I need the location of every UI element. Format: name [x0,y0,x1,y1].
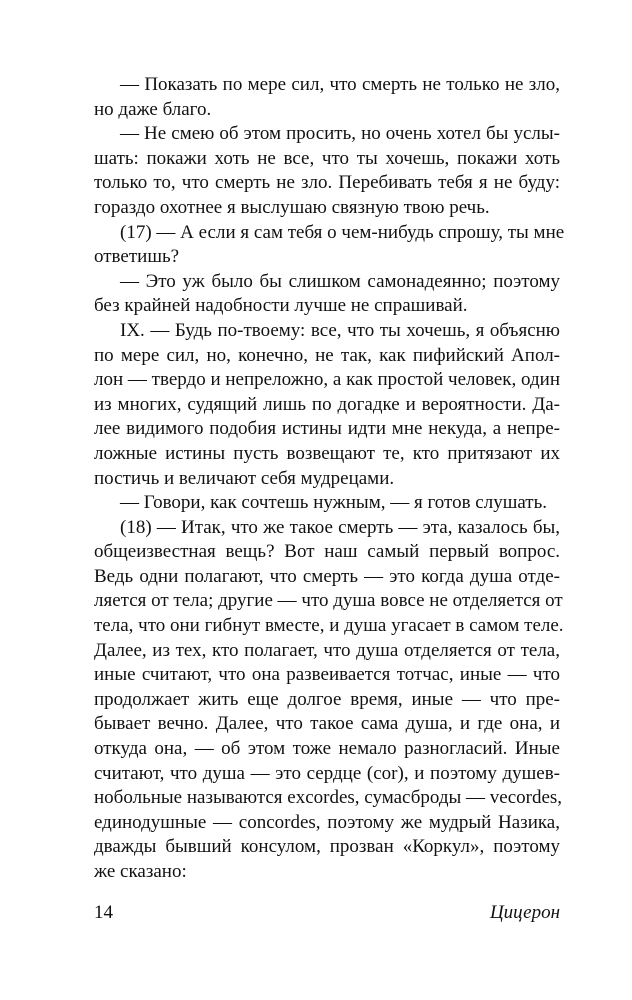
text-line: — Не смею об этом просить, но очень хотел бы услы- [120,123,560,145]
text-line: продолжает жить еще долгое время, иные — что пре- [94,688,560,710]
text-line: иные считают, что она развеивается тотчас, иные — что [94,664,560,686]
text-line: IX. — Будь по-твоему: все, что ты хочешь, я объясню [120,319,560,341]
text-line: лее видимого подобия истины идти мне некуда, а непре- [94,418,560,440]
text-line: откуда она, — об этом тоже немало разногласий. Иные [94,738,560,760]
text-line: считают, что душа — это сердце (cor), и поэтому душев- [94,762,560,784]
text-line: (17) — А если я сам тебя о чем-нибудь спрошу, ты мне [120,221,565,243]
text-line: ответишь? [94,246,180,268]
text-line: шать: покажи хоть не все, что ты хочешь, покажи хоть [94,147,560,169]
page-footer [94,900,560,926]
text-line: же сказано: [94,861,187,882]
text-line: Далее, из тех, кто полагает, что душа отделяется от тела, [94,639,560,661]
text-line: тела, что они гибнут вместе, и душа угасает в самом теле. [94,615,564,637]
text-line: бывает вечно. Далее, что такое сама душа, и где она, и [94,713,560,735]
text-line: нобольные называются excordes, сумасброды — vecordes, [94,787,563,809]
text-line: — Показать по мере сил, что смерть не только не зло, [120,74,560,95]
text-line: ложные истины пусть возвещают те, кто притязают их [94,442,560,464]
text-line: гораздо охотнее я выслушаю связную твою речь. [94,196,490,218]
page-number: 14 [94,902,113,923]
text-line: но даже благо. [94,98,212,120]
page-body [94,73,565,885]
text-line: из многих, судящий лишь по догадке и вероятности. Да- [94,393,560,415]
running-head: Цицерон [489,902,560,923]
text-line: по мере сил, но, конечно, не так, как пифийский Апол- [94,344,560,366]
text-line: единодушные — concordes, поэтому же мудрый Назика, [94,811,560,833]
text-line: ляется от тела; другие — что душа вовсе не отделяется от [94,590,563,612]
text-line: лон — твердо и непреложно, а как простой человек, один [94,369,560,391]
text-line: только то, что смерть не зло. Перебивать тебя я не буду: [94,172,560,194]
text-line: постичь и величают себя мудрецами. [94,467,395,489]
text-line: — Говори, как сочтешь нужным, — я готов слушать. [120,492,547,514]
text-line: — Это уж было бы слишком самонадеянно; поэтому [120,270,560,292]
text-line: без крайней надобности лучше не спрашивай. [94,295,468,317]
text-line: (18) — Итак, что же такое смерть — эта, казалось бы, [120,516,560,538]
text-line: Ведь одни полагают, что смерть — это когда душа отде- [94,565,560,587]
text-line: дважды бывший консулом, прозван «Коркул», поэтому [94,836,560,858]
text-line: общеизвестная вещь? Вот наш самый первый вопрос. [94,541,560,563]
